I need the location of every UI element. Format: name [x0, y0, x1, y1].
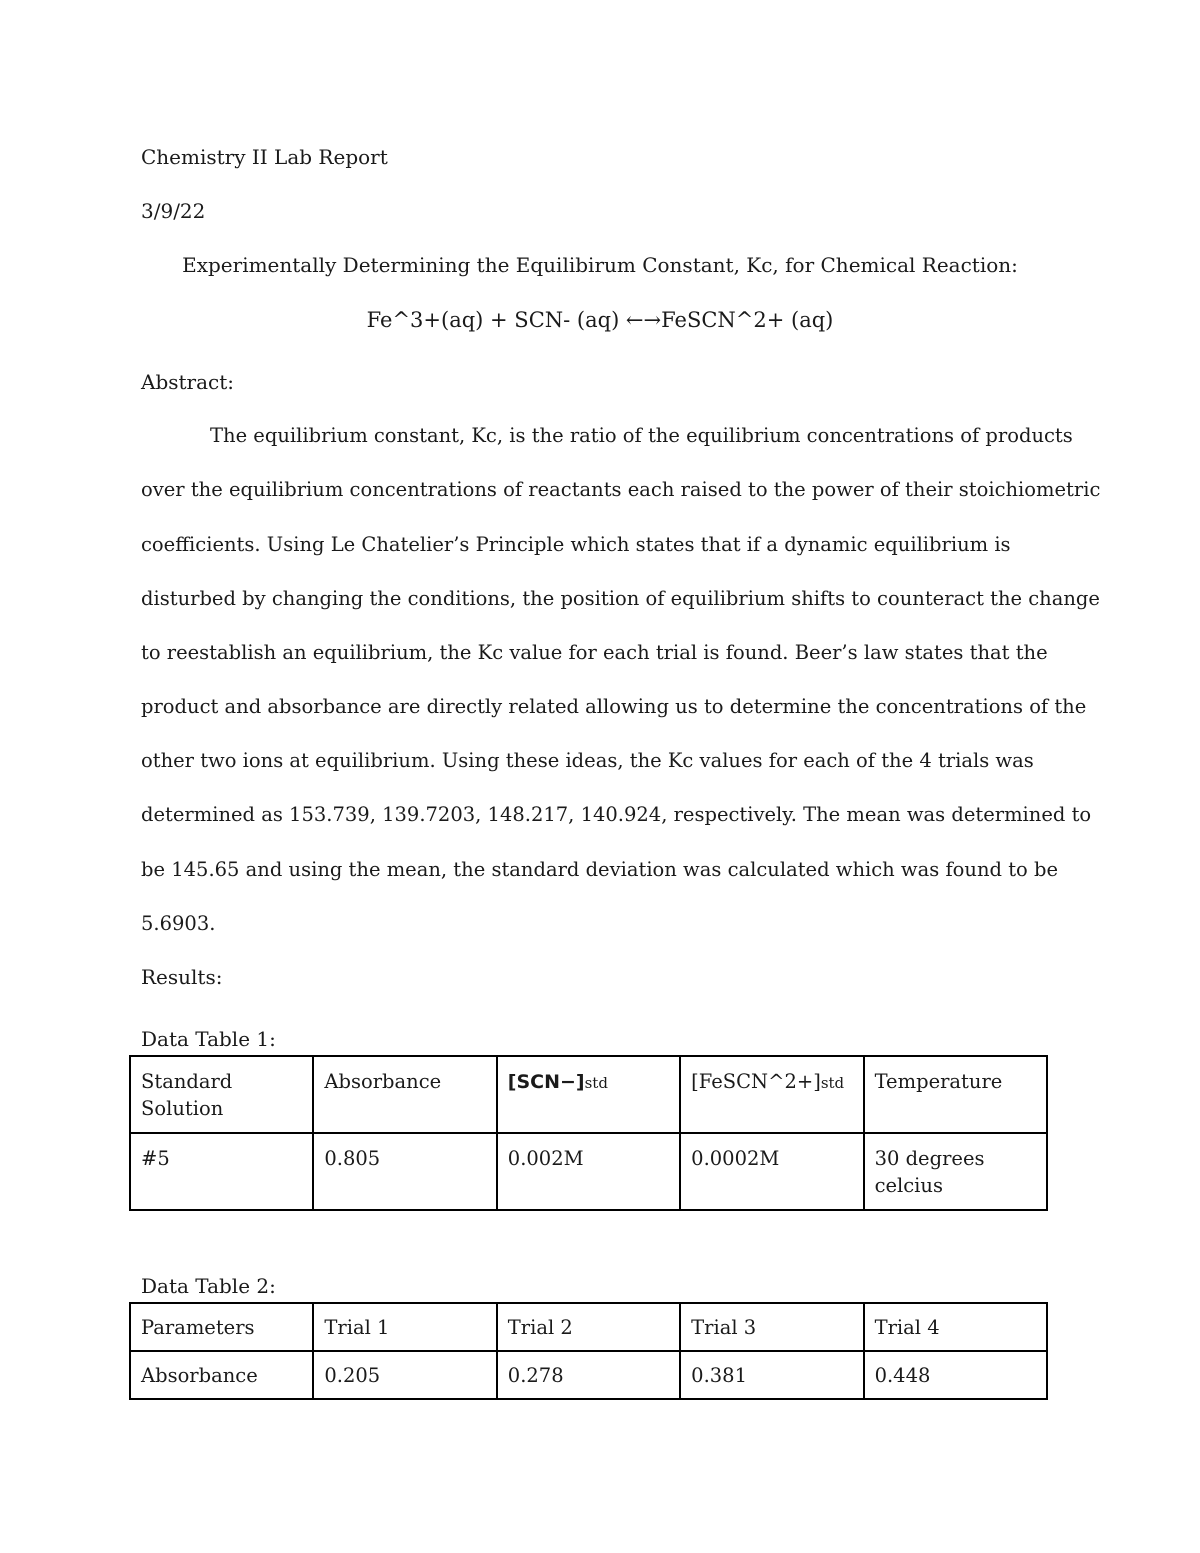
table-cell: 0.0002M [680, 1133, 863, 1210]
abstract-heading: Abstract: [141, 370, 235, 394]
table-header-row [130, 1303, 1047, 1351]
table-cell: 0.002M [497, 1133, 680, 1210]
table-cell: Absorbance [130, 1351, 313, 1399]
table-row [130, 1351, 1047, 1399]
abstract-line: to reestablish an equilibrium, the Kc value for each trial is found. Beer’s law states that the [141, 641, 1048, 664]
table-header-cell [497, 1056, 680, 1133]
table-cell: 30 degrees celcius [864, 1133, 1047, 1210]
table1-caption: Data Table 1: [141, 1027, 276, 1051]
subscript-std: std [584, 1074, 608, 1092]
subscript-std: std [820, 1074, 845, 1092]
data-table-2 [129, 1302, 1048, 1400]
abstract-line: 5.6903. [141, 912, 216, 935]
table-header-cell: Trial 4 [864, 1303, 1047, 1351]
table-cell: 0.205 [313, 1351, 496, 1399]
reaction-equation: Fe^3+(aq) + SCN- (aq) ←→FeSCN^2+ (aq) [366, 308, 834, 332]
table-header-row [130, 1056, 1047, 1133]
data-table-1 [129, 1055, 1048, 1211]
report-date: 3/9/22 [141, 199, 206, 223]
fescn-concentration-label: [FeSCN^2+] [691, 1070, 821, 1093]
table-header-cell [680, 1056, 863, 1133]
table-header-cell: Trial 3 [680, 1303, 863, 1351]
table-header-cell: Trial 2 [497, 1303, 680, 1351]
table-cell: 0.278 [497, 1351, 680, 1399]
table-header-cell: Temperature [864, 1056, 1047, 1133]
results-heading: Results: [141, 965, 223, 989]
report-title: Chemistry II Lab Report [141, 145, 388, 169]
abstract-line: be 145.65 and using the mean, the standard deviation was calculated which was found to be [141, 858, 1058, 881]
table2-caption: Data Table 2: [141, 1274, 276, 1298]
table-header-cell: Absorbance [313, 1056, 496, 1133]
table-cell: 0.448 [864, 1351, 1047, 1399]
table-header-cell: Parameters [130, 1303, 313, 1351]
table-row [130, 1133, 1047, 1210]
abstract-line: determined as 153.739, 139.7203, 148.217, 140.924, respectively. The mean was determined to [141, 803, 1092, 826]
abstract-line: other two ions at equilibrium. Using these ideas, the Kc values for each of the 4 trials was [141, 749, 1034, 772]
abstract-line: over the equilibrium concentrations of reactants each raised to the power of their stoichiometric [141, 478, 1101, 501]
experiment-title: Experimentally Determining the Equilibirum Constant, Kc, for Chemical Reaction: [182, 253, 1018, 277]
table-cell: 0.381 [680, 1351, 863, 1399]
table-cell: #5 [130, 1133, 313, 1210]
scn-concentration-label: [SCN−] [507, 1071, 585, 1093]
table-header-cell: Trial 1 [313, 1303, 496, 1351]
abstract-line: disturbed by changing the conditions, the position of equilibrium shifts to counteract the change [141, 587, 1100, 610]
abstract-line: product and absorbance are directly related allowing us to determine the concentrations of the [141, 695, 1087, 718]
table-cell: 0.805 [313, 1133, 496, 1210]
abstract-line: The equilibrium constant, Kc, is the ratio of the equilibrium concentrations of products [210, 424, 1073, 447]
table-header-cell: Standard Solution [130, 1056, 313, 1133]
abstract-line: coefficients. Using Le Chatelier’s Principle which states that if a dynamic equilibrium is [141, 533, 1011, 556]
